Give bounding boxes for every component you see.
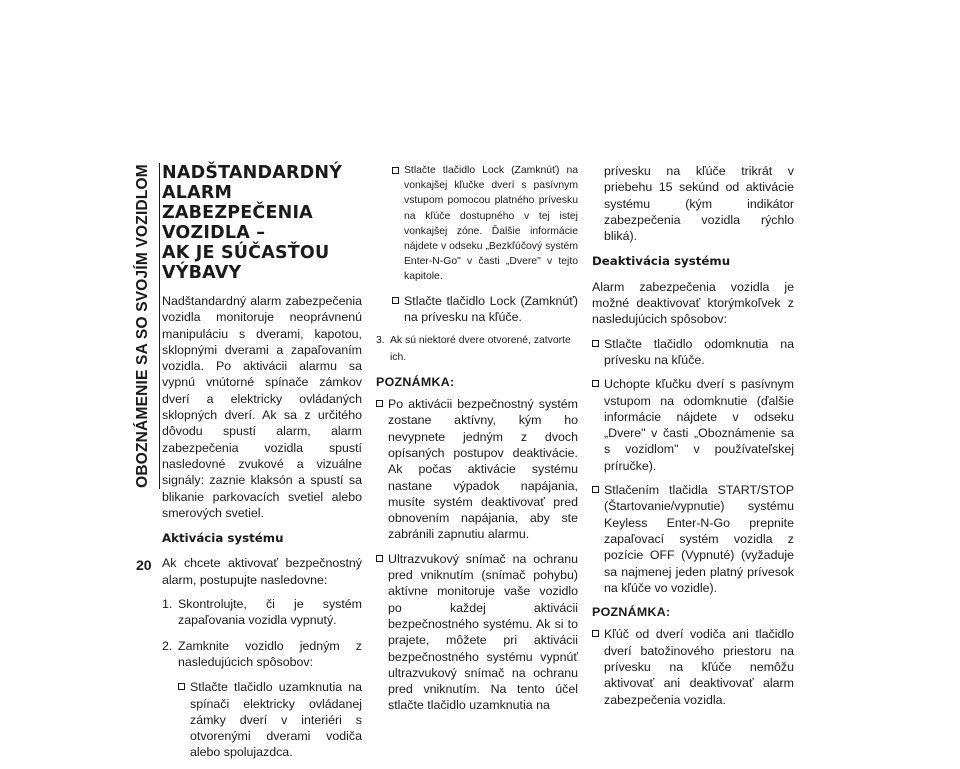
square-bullet-icon	[392, 167, 399, 174]
bullet-item: Stlačte tlačidlo odomknutia na prívesku na kľúče.	[592, 336, 794, 369]
note-bullet: Ultrazvukový snímač na ochranu pred vniknutím (snímač pohybu) aktívne monitoruje vaše vozidlo po každej aktivácii bezpečnostného systému. Ak si to prajete, môžete pri aktivácii bezpečnostného systému vypnúť ultrazvukový snímač na ochranu pred vniknutím. Na tento účel stlačte tlačidlo uzamknutia na	[376, 551, 578, 714]
column-3	[592, 163, 794, 716]
note-label: POZNÁMKA:	[376, 374, 455, 389]
bullet-item: Stlačte tlačidlo Lock (Zamknúť) na vonkajšej kľučke dverí s pasívnym vstupom pomocou platného prívesku na kľúče dostupného v tej istej vonkajšej zóne. Ďalšie informácie nájdete v odseku „Bezkľúčový systém Enter-N-Go" v časti „Dvere" v tejto kapitole.	[376, 163, 578, 285]
square-bullet-icon	[592, 486, 599, 493]
step-item: 3. Ak sú niektoré dvere otvorené, zatvorte ich.	[376, 335, 571, 363]
subheading-activation: Aktivácia systému	[162, 531, 284, 546]
bullet-item: Stlačte tlačidlo Lock (Zamknúť) na prívesku na kľúče.	[376, 293, 578, 326]
deactivation-intro: Alarm zabezpečenia vozidla je možné deaktivovať ktorýmkoľvek z nasledujúcich spôsobov:	[592, 279, 794, 327]
square-bullet-icon	[592, 380, 599, 387]
chapter-tab	[128, 163, 158, 489]
section-title: NADŠTANDARDNÝ ALARM ZABEZPEČENIA VOZIDLA – AK JE SÚČASŤOU VÝBAVY	[162, 163, 343, 283]
step-item: 2. Zamknite vozidlo jedným z nasledujúcich spôsobov:	[162, 638, 362, 669]
note-bullet: Po aktivácii bezpečnostný systém zostane aktívny, kým ho nevypnete jedným z dvoch opísaných postupov deaktivácie. Ak počas aktivácie systému nastane výpadok napájania, musíte systém deaktivovať pred obnovením napájania, aby ste zabránili zapnutiu alarmu.	[376, 396, 578, 543]
chapter-divider	[159, 163, 160, 489]
bullet-item: Uchopte kľučku dverí s pasívnym vstupom na odomknutie (ďalšie informácie nájdete v odseku „Dvere" v časti „Oboznámenie sa s vozidlom" v používateľskej príručke).	[592, 376, 794, 474]
note-label: POZNÁMKA:	[592, 605, 671, 620]
column-2	[376, 163, 578, 722]
square-bullet-icon	[178, 683, 185, 690]
square-bullet-icon	[592, 340, 599, 347]
note-bullet: Kľúč od dverí vodiča ani tlačidlo dverí batožinového priestoru na prívesku na kľúče nemôžu aktivovať ani deaktivovať alarm zabezpečenia vozidla.	[592, 626, 794, 707]
chapter-title: OBOZNÁMENIE SA SO SVOJÍM VOZIDLOM	[134, 164, 151, 488]
continued-text: prívesku na kľúče trikrát v priebehu 15 sekúnd od aktivácie systému (kým indikátor zabezpečenia vozidla rýchlo bliká).	[604, 164, 794, 244]
intro-paragraph: Nadštandardný alarm zabezpečenia vozidla monitoruje neoprávnenú manipuláciu s dverami, kapotou, sklopnými dverami a zapaľovaním vozidla. Po aktivácii alarmu sa vypnú vnútorné spínače zámkov dverí a elektricky ovládaných sklopných dverí. Ak sa z určitého dôvodu spustí alarm, alarm zabezpečenia vozidla spustí nasledovné zvukové a vizuálne signály: zaznie klaksón a spustí sa blikanie parkovacích svetiel alebo smerových svetiel.	[162, 294, 362, 520]
page-number: 20	[136, 557, 152, 573]
bullet-item: Stlačte tlačidlo uzamknutia na spínači elektricky ovládanej zámky dverí v interiéri s otvorenými dverami vodiča alebo spolujazdca.	[162, 679, 362, 760]
subheading-deactivation: Deaktivácia systému	[592, 254, 731, 269]
bullet-item: Stlačením tlačidla START/STOP (Štartovanie/vypnutie) systému Keyless Enter-N-Go prepnite zapaľovací systém vozidla z pozície OFF (Vypnuté) (vyžaduje sa najmenej jeden platný prívesok na kľúče vo vozidle).	[592, 482, 794, 596]
step-item: 1. Skontrolujte, či je systém zapaľovania vozidla vypnutý.	[162, 597, 362, 628]
square-bullet-icon	[376, 400, 383, 407]
square-bullet-icon	[376, 555, 383, 562]
column-1	[162, 163, 362, 769]
square-bullet-icon	[392, 297, 399, 304]
square-bullet-icon	[592, 630, 599, 637]
activation-intro: Ak chcete aktivovať bezpečnostný alarm, postupujte nasledovne:	[162, 556, 362, 587]
